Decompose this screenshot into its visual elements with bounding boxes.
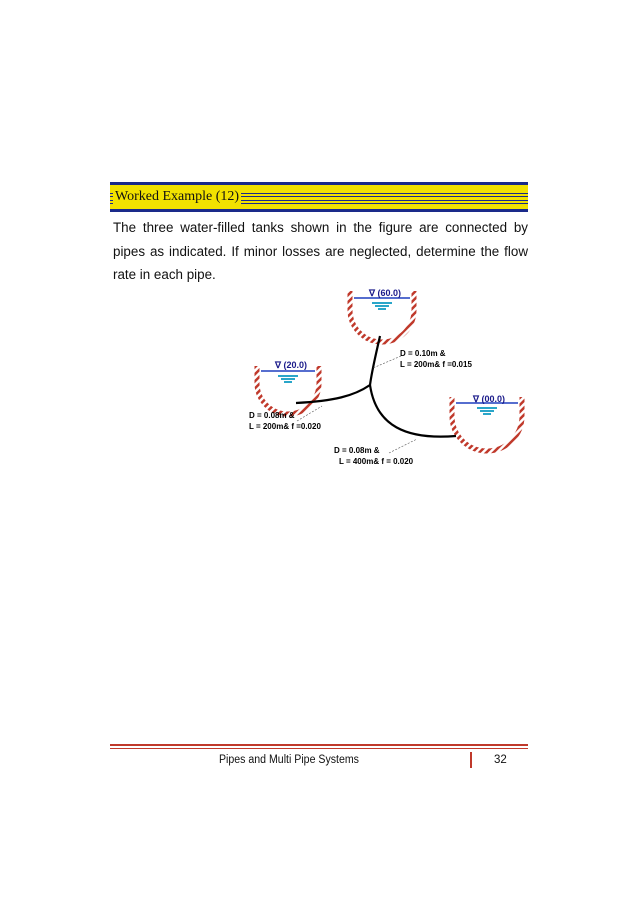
leader-right-pipe bbox=[389, 439, 417, 453]
pipe-top-diameter-label: D = 0.10m & bbox=[400, 349, 446, 358]
footer-divider bbox=[470, 752, 472, 768]
pipe-right-length-friction-label: L = 400m& f = 0.020 bbox=[339, 457, 414, 466]
tank-right-elevation: ∇ (00.0) bbox=[473, 394, 506, 404]
problem-statement: The three water-filled tanks shown in the figure are connected by pipes as indicated. If minor losses are neglected, determine the flow rate in each pipe. bbox=[113, 220, 528, 282]
footer-rule-top bbox=[110, 744, 528, 746]
footer-title: Pipes and Multi Pipe Systems bbox=[219, 754, 359, 766]
leader-top-pipe bbox=[373, 356, 401, 368]
pipe-junction-to-left bbox=[296, 385, 370, 403]
page-number: 32 bbox=[494, 754, 507, 766]
section-heading: Worked Example (12) bbox=[115, 189, 240, 204]
pipe-right-diameter-label: D = 0.08m & bbox=[334, 446, 380, 455]
pipe-top-length-friction-label: L = 200m& f =0.015 bbox=[400, 360, 472, 369]
pipe-junction-to-right bbox=[370, 385, 456, 437]
tank-left-elevation: ∇ (20.0) bbox=[275, 360, 308, 370]
tank-top bbox=[350, 291, 414, 342]
tank-right bbox=[452, 397, 522, 451]
tank-top-elevation: ∇ (60.0) bbox=[369, 288, 402, 298]
pipe-left-diameter-label: D = 0.08m & bbox=[249, 411, 295, 420]
pipe-left-length-friction-label: L = 200m& f =0.020 bbox=[249, 422, 321, 431]
three-reservoir-figure bbox=[230, 280, 540, 480]
footer-rule-bottom bbox=[110, 748, 528, 749]
tank-left bbox=[257, 366, 319, 414]
